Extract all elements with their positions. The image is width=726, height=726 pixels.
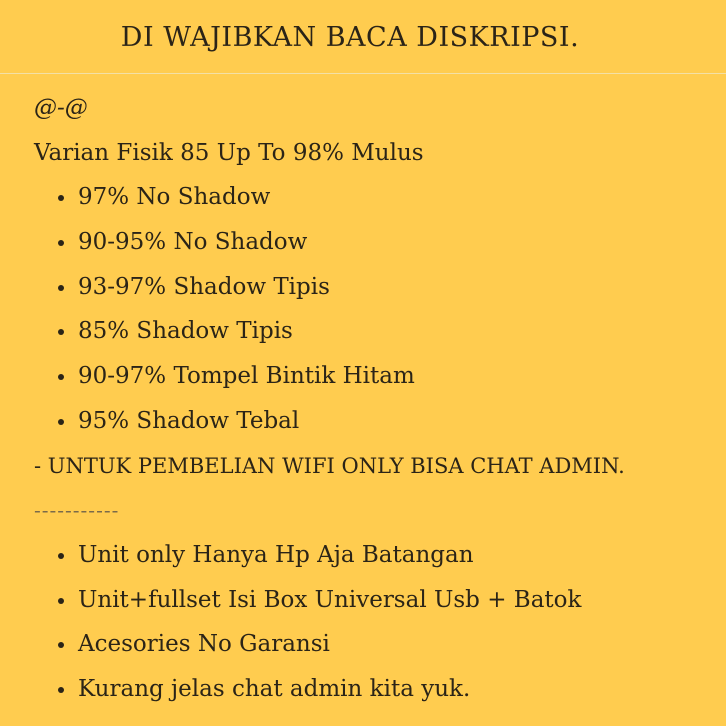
list-item	[34, 399, 714, 444]
list-item	[34, 578, 714, 623]
list-item-label: 93-97% Shadow Tipis	[78, 273, 330, 300]
list-item	[34, 533, 714, 578]
list-item-label: Acesories No Garansi	[78, 631, 330, 658]
list-item	[34, 354, 714, 399]
bullet-icon	[58, 285, 64, 291]
bullet-icon	[58, 329, 64, 335]
separator-dashes: -----------	[34, 498, 120, 523]
variant-heading: Varian Fisik 85 Up To 98% Mulus	[34, 139, 424, 166]
list-item	[34, 667, 714, 712]
bullet-icon	[58, 642, 64, 648]
variant-list	[34, 175, 714, 444]
list-item-label: Kurang jelas chat admin kita yuk.	[78, 676, 471, 703]
list-item-label: 90-95% No Shadow	[78, 228, 308, 255]
bullet-icon	[58, 553, 64, 559]
wifi-note: - UNTUK PEMBELIAN WIFI ONLY BISA CHAT ADMIN.	[34, 453, 625, 478]
bullet-icon	[58, 419, 64, 425]
list-item	[34, 309, 714, 354]
bullet-icon	[58, 240, 64, 246]
list-item	[34, 622, 714, 667]
list-item	[34, 175, 714, 220]
greeting-text: @-@	[34, 95, 88, 121]
bullet-icon	[58, 598, 64, 604]
title-divider	[0, 73, 726, 74]
list-item-label: 95% Shadow Tebal	[78, 407, 300, 434]
list-item	[34, 220, 714, 265]
bullet-icon	[58, 195, 64, 201]
list-item-label: Unit only Hanya Hp Aja Batangan	[78, 541, 474, 568]
list-item	[34, 265, 714, 310]
list-item-label: 85% Shadow Tipis	[78, 318, 293, 345]
bullet-icon	[58, 687, 64, 693]
list-item-label: 97% No Shadow	[78, 184, 271, 210]
unit-option-list	[34, 533, 714, 712]
description-content	[34, 86, 714, 712]
list-item-label: Unit+fullset Isi Box Universal Usb + Batok	[78, 586, 582, 613]
bullet-icon	[58, 374, 64, 380]
page-title: DI WAJIBKAN BACA DISKRIPSI.	[120, 22, 580, 53]
list-item-label: 90-97% Tompel Bintik Hitam	[78, 363, 415, 390]
